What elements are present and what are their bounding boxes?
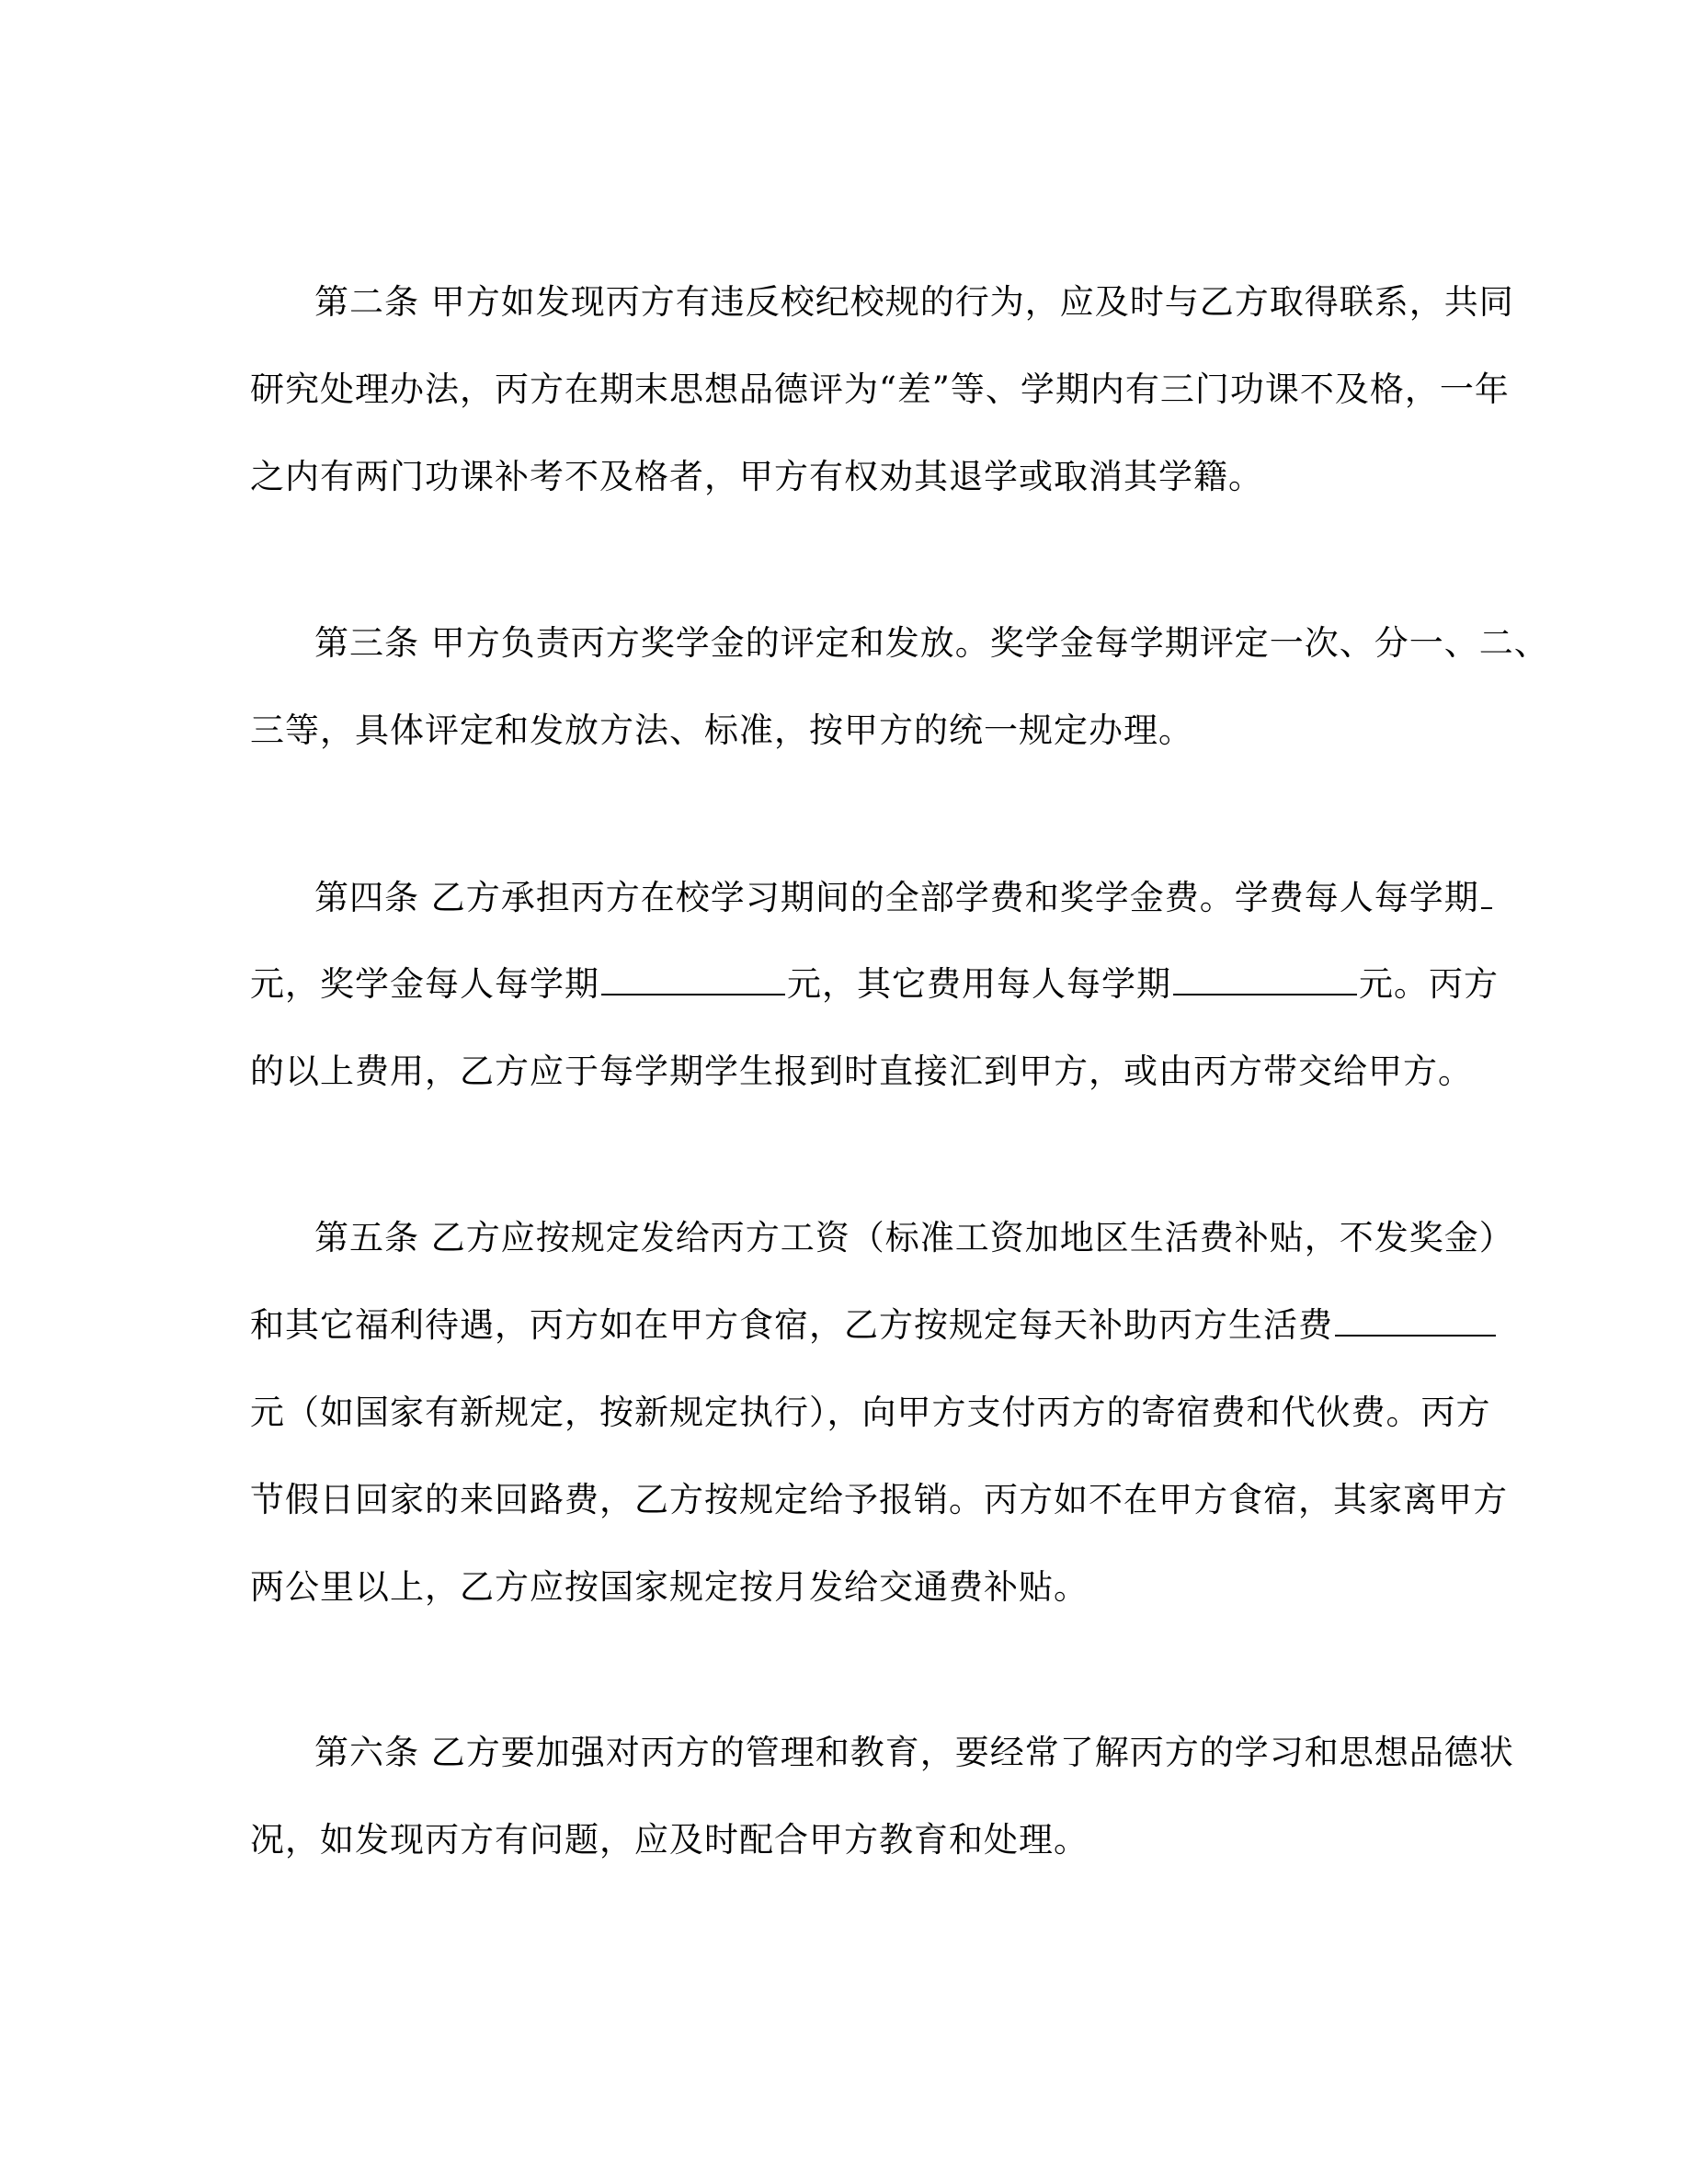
living-allowance-blank xyxy=(1335,1307,1496,1337)
article-6-line-1: 第六条 乙方要加强对丙方的管理和教育，要经常了解丙方的学习和思想品德状 xyxy=(314,1733,1514,1772)
article-4-line-2 xyxy=(250,961,1499,1007)
scholarship-blank xyxy=(601,966,785,995)
article-2-line-2: 研究处理办法，丙方在期末思想品德评为“差”等、学期内有三门功课不及格，一年 xyxy=(250,370,1510,409)
article-5-line-3: 元（如国家有新规定，按新规定执行），向甲方支付丙方的寄宿费和代伙费。丙方 xyxy=(250,1393,1491,1432)
article-4-line-1 xyxy=(314,875,1479,921)
article-4-line-2-part-a: 元，奖学金每人每学期 xyxy=(250,964,599,1004)
article-5-line-4: 节假日回家的来回路费，乙方按规定给予报销。丙方如不在甲方食宿，其家离甲方 xyxy=(250,1480,1508,1519)
article-4-line-1-text: 第四条 乙方承担丙方在校学习期间的全部学费和奖学金费。学费每人每学期 xyxy=(314,878,1479,917)
article-2-line-3: 之内有两门功课补考不及格者，甲方有权劝其退学或取消其学籍。 xyxy=(250,457,1263,496)
article-2-line-1: 第二条 甲方如发现丙方有违反校纪校规的行为，应及时与乙方取得联系，共同 xyxy=(314,282,1514,322)
article-6-line-2: 况，如发现丙方有问题，应及时配合甲方教育和处理。 xyxy=(250,1820,1089,1860)
article-3-line-2: 三等，具体评定和发放方法、标准，按甲方的统一规定办理。 xyxy=(250,711,1193,750)
tuition-blank xyxy=(1481,880,1492,909)
other-fees-blank xyxy=(1173,966,1357,995)
article-5-line-1: 第五条 乙方应按规定发给丙方工资（标准工资加地区生活费补贴，不发奖金） xyxy=(314,1218,1514,1257)
article-5-line-5: 两公里以上，乙方应按国家规定按月发给交通费补贴。 xyxy=(250,1567,1089,1607)
article-4-line-3: 的以上费用，乙方应于每学期学生报到时直接汇到甲方，或由丙方带交给甲方。 xyxy=(250,1052,1473,1091)
article-3-line-1: 第三条 甲方负责丙方奖学金的评定和发放。奖学金每学期评定一次、分一、二、 xyxy=(314,623,1549,663)
article-5-line-2 xyxy=(250,1302,1454,1348)
article-5-line-2-text: 和其它福利待遇，丙方如在甲方食宿，乙方按规定每天补助丙方生活费 xyxy=(250,1305,1333,1345)
article-4-line-2-part-c: 元。丙方 xyxy=(1359,964,1499,1004)
article-4-line-2-part-b: 元，其它费用每人每学期 xyxy=(787,964,1171,1004)
